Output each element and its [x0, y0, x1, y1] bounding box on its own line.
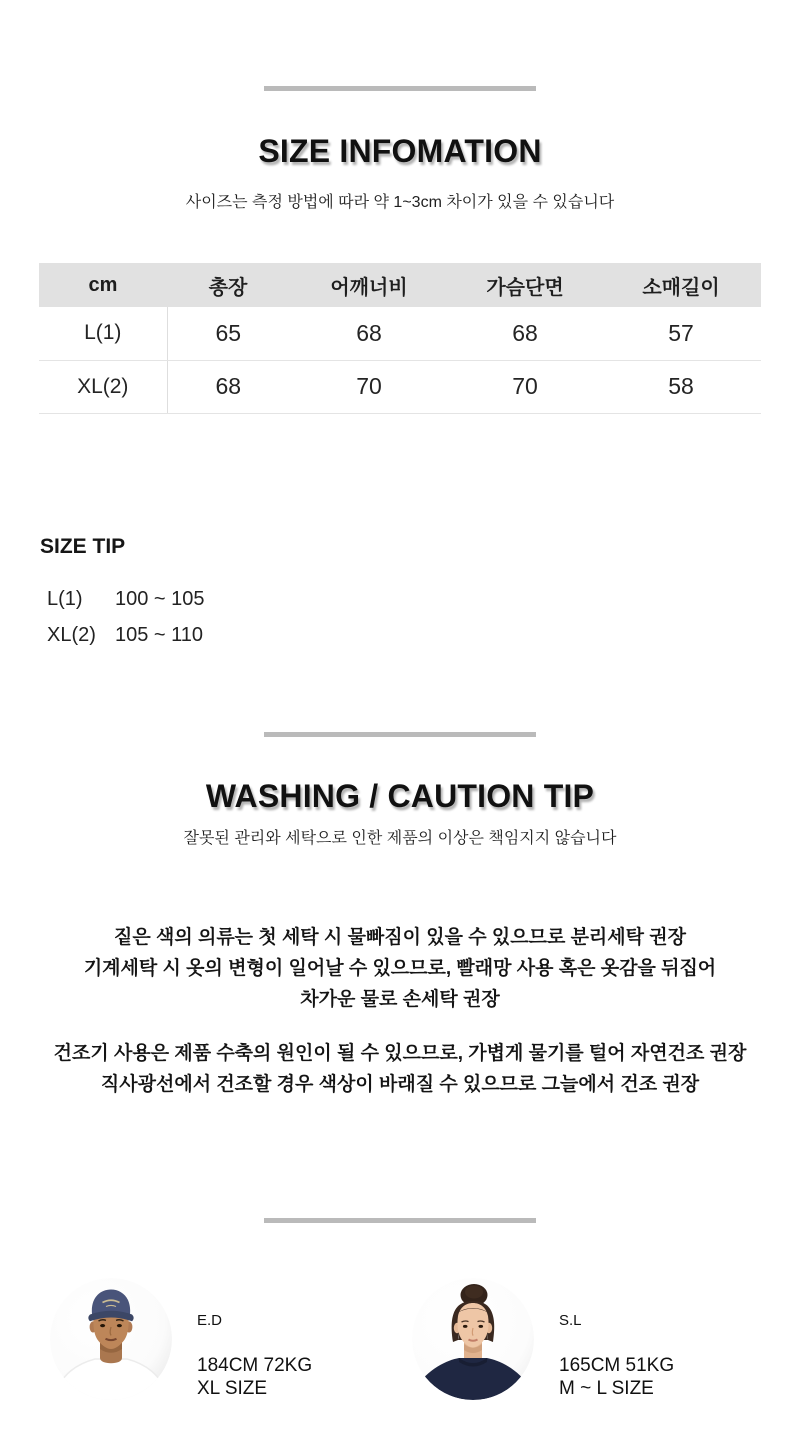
model-size-worn: XL SIZE: [197, 1377, 268, 1399]
model-stats: [197, 1354, 312, 1400]
section-divider: [264, 732, 536, 737]
model-info: [197, 1278, 312, 1400]
model-info: [559, 1278, 674, 1400]
model-height-weight: 165CM 51KG: [559, 1354, 675, 1376]
model-initials: E.D: [197, 1311, 223, 1329]
section-divider: [264, 86, 536, 91]
model-initials: S.L: [559, 1311, 582, 1329]
fit-models-row: [0, 1278, 800, 1400]
size-tip-value: 105 ~ 110: [115, 623, 204, 646]
size-row-label: XL(2): [39, 360, 167, 413]
male-model-portrait-icon: [50, 1278, 172, 1400]
table-row: [39, 307, 761, 360]
size-cell: 68: [449, 307, 601, 360]
female-model-photo: [412, 1278, 534, 1400]
care-line: 직사광선에서 건조할 경우 색상이 바래질 수 있으므로 그늘에서 건조 권장: [100, 1073, 700, 1095]
size-tip-list: [0, 587, 800, 648]
size-tip-value: 100 ~ 105: [115, 587, 205, 610]
care-paragraph: [0, 922, 800, 1015]
size-tip-row: [47, 623, 800, 648]
model-card-male: [0, 1278, 400, 1400]
male-model-photo: [50, 1278, 172, 1400]
size-section-title: SIZE INFOMATION: [258, 133, 542, 169]
size-tip-label: XL(2): [47, 623, 96, 646]
female-model-portrait-icon: [412, 1278, 534, 1400]
size-cell: 70: [289, 360, 449, 413]
size-table-header-unit: cm: [39, 263, 167, 307]
size-table-header-shoulder: 어깨너비: [289, 263, 449, 307]
section-divider: [264, 1218, 536, 1223]
care-line: 짙은 색의 의류는 첫 세탁 시 물빠짐이 있을 수 있으므로 분리세탁 권장: [114, 926, 686, 948]
size-tip-heading: SIZE TIP: [40, 534, 126, 558]
size-cell: 58: [601, 360, 761, 413]
table-row: [39, 360, 761, 413]
model-size-worn: M ~ L SIZE: [559, 1377, 654, 1399]
size-cell: 57: [601, 307, 761, 360]
size-cell: 70: [449, 360, 601, 413]
size-section-subtitle: 사이즈는 측정 방법에 따라 약 1~3cm 차이가 있을 수 있습니다: [185, 194, 615, 211]
care-line: 건조기 사용은 제품 수축의 원인이 될 수 있으므로, 가볍게 물기를 털어 자연건조 권장: [53, 1042, 747, 1064]
care-line: 기계세탁 시 옷의 변형이 일어날 수 있으므로, 빨래망 사용 혹은 옷감을 뒤집어: [83, 957, 717, 979]
size-table-header-length: 총장: [167, 263, 289, 307]
washing-section-title: WASHING / CAUTION TIP: [205, 777, 595, 814]
size-table-header-row: [39, 263, 761, 307]
size-table-header-chest: 가슴단면: [449, 263, 601, 307]
care-paragraph: [0, 1038, 800, 1100]
size-table: [39, 263, 761, 414]
size-tip-label: L(1): [47, 587, 83, 610]
size-row-label: L(1): [39, 307, 167, 360]
care-line: 차가운 물로 손세탁 권장: [300, 988, 500, 1010]
size-tip-row: [47, 587, 800, 612]
size-cell: 68: [167, 360, 289, 413]
size-cell: 68: [289, 307, 449, 360]
size-table-header-sleeve: 소매길이: [601, 263, 761, 307]
size-cell: 65: [167, 307, 289, 360]
model-height-weight: 184CM 72KG: [197, 1354, 313, 1376]
model-stats: [559, 1354, 674, 1400]
model-card-female: [400, 1278, 800, 1400]
washing-section-subtitle: 잘못된 관리와 세탁으로 인한 제품의 이상은 책임지지 않습니다: [183, 829, 617, 847]
